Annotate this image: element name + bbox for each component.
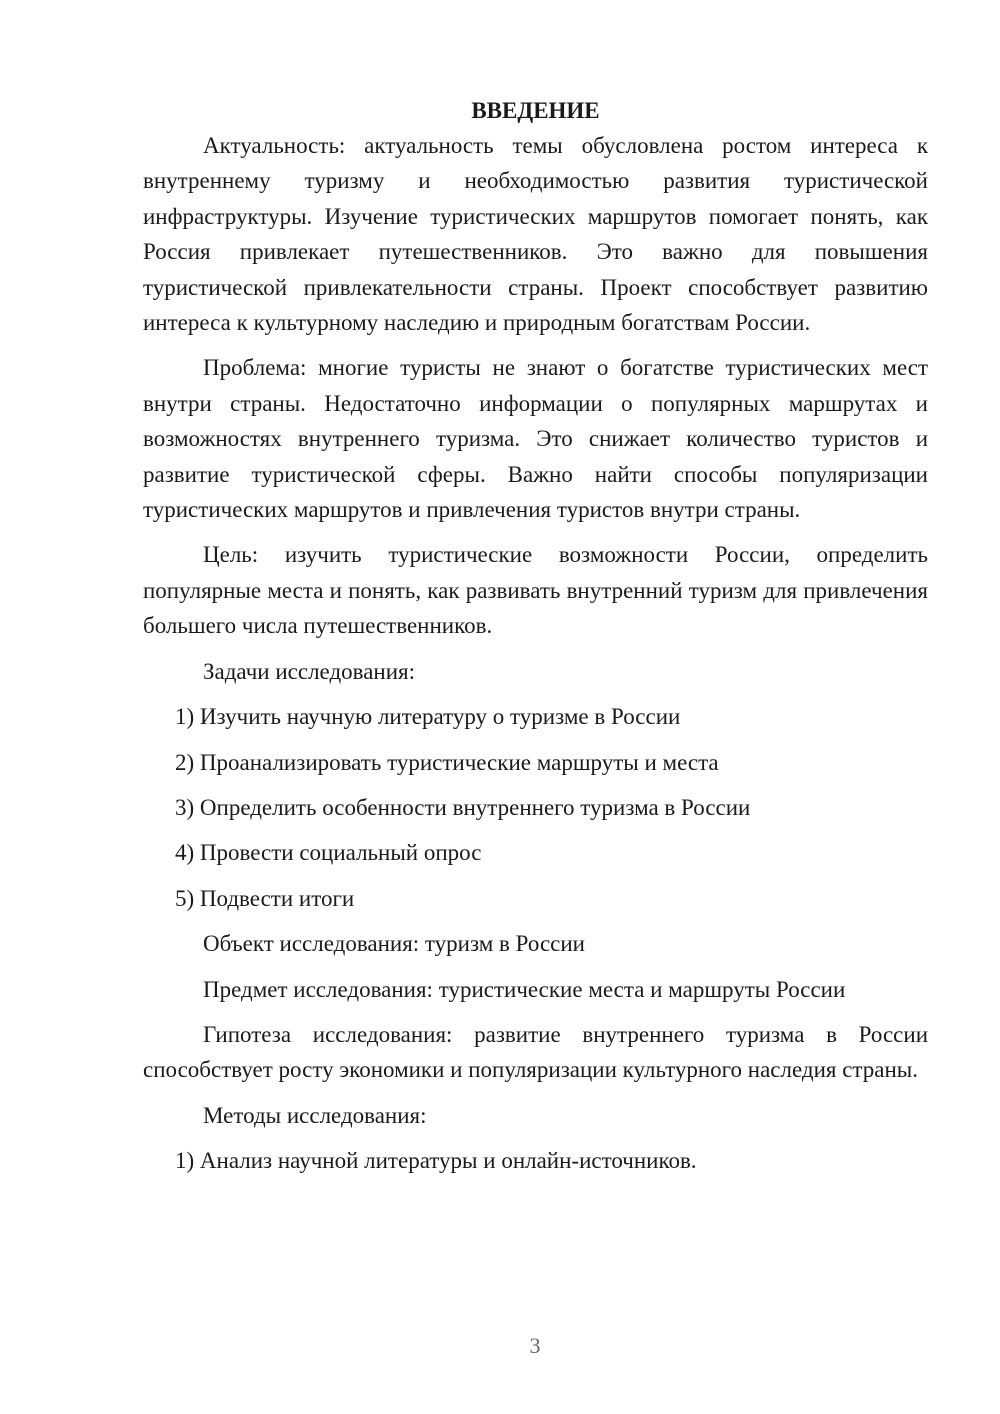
page-number: 3: [529, 1333, 541, 1358]
subject-line: Предмет исследования: туристические места и маршруты России: [203, 976, 846, 1002]
tasks-list: [143, 699, 928, 916]
list-item: 4) Провести социальный опрос: [175, 840, 482, 866]
methods-heading: Методы исследования:: [203, 1102, 427, 1128]
hypothesis-paragraph: Гипотеза исследования: развитие внутреннего туризма в России способствует росту экономики и популяризации культурного наследия страны.: [143, 1021, 928, 1083]
page-title: ВВЕДЕНИЕ: [471, 98, 600, 123]
problem-paragraph: Проблема: многие туристы не знают о богатстве туристических мест внутри страны. Недостаточно информации о популярных маршрутах и возможностях внутреннего туризма. Это снижает количество туристов и развитие туристической сферы. Важно найти способы популяризации туристических маршрутов и привлечения туристов внутри страны.: [143, 355, 928, 523]
list-item: 1) Анализ научной литературы и онлайн-источников.: [175, 1148, 697, 1174]
object-line: Объект исследования: туризм в России: [203, 931, 585, 957]
tasks-heading: Задачи исследования:: [203, 658, 416, 684]
methods-list: [143, 1143, 928, 1178]
page-content: [143, 94, 928, 1189]
list-item: 5) Подвести итоги: [175, 885, 355, 911]
list-item: 3) Определить особенности внутреннего туризма в России: [175, 794, 751, 820]
list-item: 2) Проанализировать туристические маршруты и места: [175, 749, 719, 775]
list-item: 1) Изучить научную литературу о туризме в России: [175, 704, 681, 730]
goal-paragraph: Цель: изучить туристические возможности России, определить популярные места и понять, как развивать внутренний туризм для привлечения большего числа путешественников.: [143, 542, 928, 639]
relevance-paragraph: Актуальность: актуальность темы обусловлена ростом интереса к внутреннему туризму и необходимостью развития туристической инфраструктуры. Изучение туристических маршрутов помогает понять, как Россия привлекает путешественников. Это важно для повышения туристической привлекательности страны. Проект способствует развитию интереса к культурному наследию и природным богатствам России.: [143, 133, 928, 336]
